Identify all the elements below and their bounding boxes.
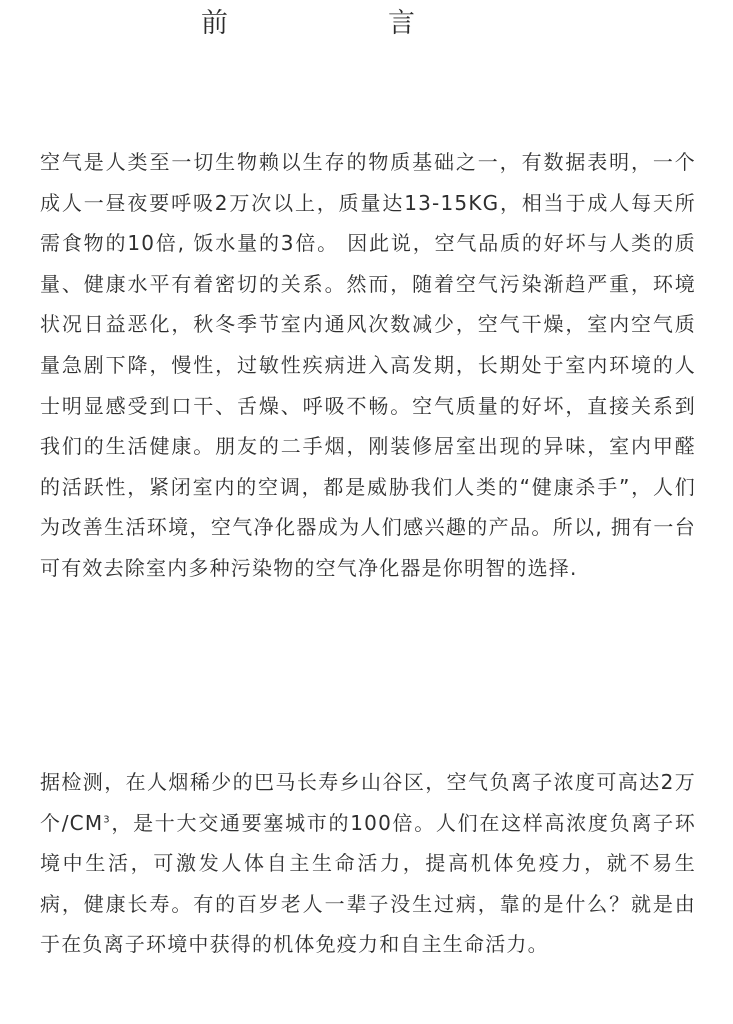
- title-char-1: 前: [201, 8, 228, 39]
- page-title: [0, 4, 733, 44]
- paragraph-air-importance: 空气是人类至一切生物赖以生存的物质基础之一，有数据表明，一个成人一昼夜要呼吸2万次以上，质量达13-15KG，相当于成人每天所需食物的10倍, 饭水量的3倍。 因此说，空气品质的好坏与人类的质量、健康水平有着密切的关系。然而，随着空气污染渐趋严重，环境状况日益恶化，秋冬季节室内通风次数减少，空气干燥，室内空气质量急剧下降，慢性，过敏性疾病进入高发期，长期处于室内环境的人士明显感受到口干、舌燥、呼吸不畅。空气质量的好坏，直接关系到我们的生活健康。朋友的二手烟，刚装修居室出现的异味，室内甲醛的活跃性，紧闭室内的空调，都是威胁我们人类的“健康杀手”，人们为改善生活环境，空气净化器成为人们感兴趣的产品。所以, 拥有一台可有效去除室内多种污染物的空气净化器是你明智的选择.: [40, 150, 696, 580]
- title-char-2: 言: [388, 8, 415, 39]
- unit-superscript: 3: [103, 813, 111, 825]
- paragraph-2-text-end: ，是十大交通要塞城市的100倍。人们在这样高浓度负离子环境中生活，可激发人体自主生命活力，提高机体免疫力，就不易生病，健康长寿。有的百岁老人一辈子没生过病，靠的是什么？就是由于在负离子环境中获得的机体免疫力和自主生命活力。: [40, 810, 696, 957]
- paragraph-2-text-start: 据检测，在人烟稀少的巴马长寿乡山谷区，空气负离子浓度可高达2万个/CM: [40, 770, 696, 835]
- paragraph-negative-ions: [40, 762, 696, 965]
